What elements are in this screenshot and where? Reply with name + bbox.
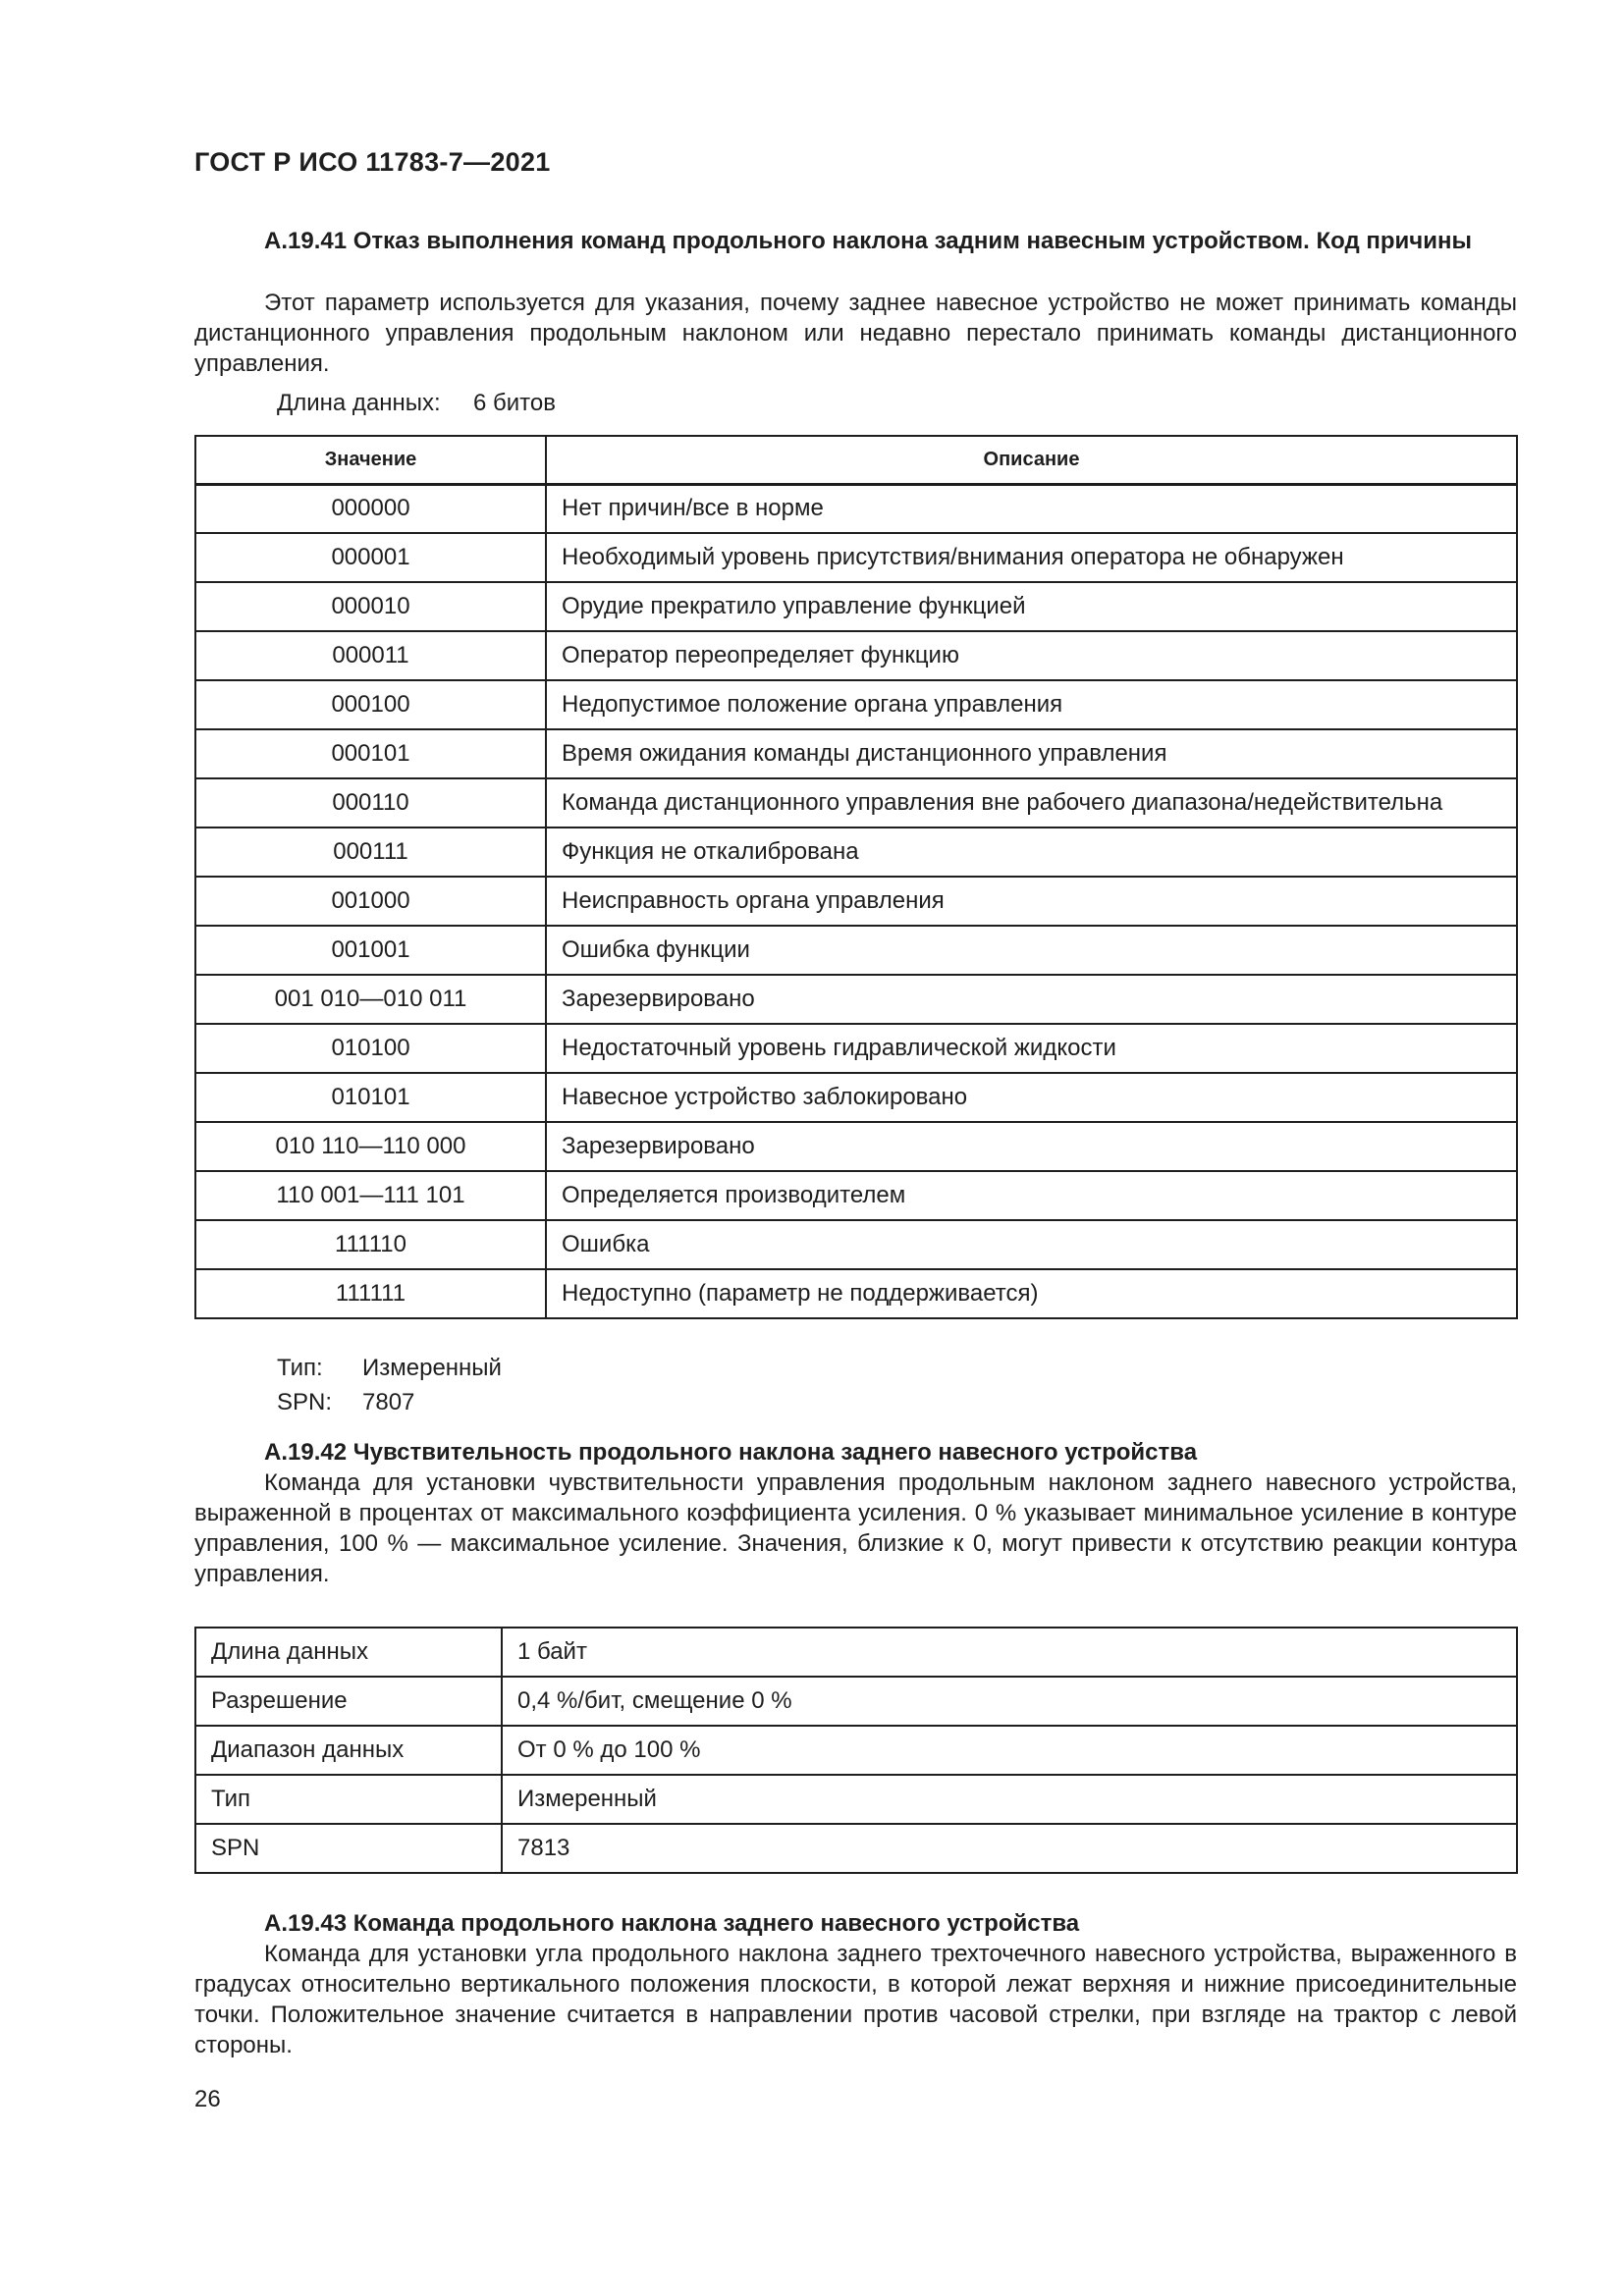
code-description-cell: Зарезервировано xyxy=(546,975,1517,1024)
code-description-cell: Определяется производителем xyxy=(546,1171,1517,1220)
code-value-cell: 111110 xyxy=(195,1220,546,1269)
section-42-title: А.19.42 Чувствительность продольного наклона заднего навесного устройства xyxy=(264,1439,1198,1466)
code-value-cell: 000000 xyxy=(195,484,546,533)
table-row xyxy=(195,1171,1517,1220)
code-description-cell: Команда дистанционного управления вне рабочего диапазона/недействительна xyxy=(546,778,1517,828)
code-value-cell: 000101 xyxy=(195,729,546,778)
code-description-cell: Функция не откалибрована xyxy=(546,828,1517,877)
param-value-cell: Измеренный xyxy=(502,1775,1517,1824)
param-name-cell: Тип xyxy=(195,1775,502,1824)
data-length-label: Длина данных: xyxy=(277,390,441,416)
table-row xyxy=(195,1824,1517,1873)
param-value-cell: 7813 xyxy=(502,1824,1517,1873)
table-row xyxy=(195,484,1517,533)
code-description-cell: Ошибка функции xyxy=(546,926,1517,975)
code-value-cell: 010100 xyxy=(195,1024,546,1073)
page-number: 26 xyxy=(194,2086,221,2112)
code-value-cell: 010101 xyxy=(195,1073,546,1122)
table-row xyxy=(195,1628,1517,1677)
code-description-cell: Зарезервировано xyxy=(546,1122,1517,1171)
table-row xyxy=(195,926,1517,975)
table-row xyxy=(195,582,1517,631)
table-row xyxy=(195,877,1517,926)
code-value-cell: 000011 xyxy=(195,631,546,680)
spn-label: SPN: xyxy=(277,1389,333,1415)
table-row xyxy=(195,1073,1517,1122)
code-description-cell: Навесное устройство заблокировано xyxy=(546,1073,1517,1122)
table-row xyxy=(195,1220,1517,1269)
code-value-cell: 001 010—010 011 xyxy=(195,975,546,1024)
column-header-description: Описание xyxy=(546,436,1517,484)
param-name-cell: Разрешение xyxy=(195,1677,502,1726)
table-row xyxy=(195,1269,1517,1318)
code-description-cell: Необходимый уровень присутствия/внимания оператора не обнаружен xyxy=(546,533,1517,582)
code-value-cell: 000010 xyxy=(195,582,546,631)
type-value: Измеренный xyxy=(362,1355,502,1381)
type-line xyxy=(277,1354,502,1383)
reason-code-table xyxy=(194,435,1518,1319)
code-description-cell: Оператор переопределяет функцию xyxy=(546,631,1517,680)
code-value-cell: 000100 xyxy=(195,680,546,729)
param-value-cell: От 0 % до 100 % xyxy=(502,1726,1517,1775)
table-row xyxy=(195,1122,1517,1171)
code-description-cell: Время ожидания команды дистанционного управления xyxy=(546,729,1517,778)
column-header-value: Значение xyxy=(195,436,546,484)
code-value-cell: 111111 xyxy=(195,1269,546,1318)
spn-line xyxy=(277,1388,414,1417)
param-value-cell: 1 байт xyxy=(502,1628,1517,1677)
table-row xyxy=(195,1677,1517,1726)
code-description-cell: Ошибка xyxy=(546,1220,1517,1269)
param-value-cell: 0,4 %/бит, смещение 0 % xyxy=(502,1677,1517,1726)
code-value-cell: 110 001—111 101 xyxy=(195,1171,546,1220)
table-row xyxy=(195,533,1517,582)
code-value-cell: 000001 xyxy=(195,533,546,582)
table-row xyxy=(195,828,1517,877)
table-row xyxy=(195,1775,1517,1824)
param-name-cell: SPN xyxy=(195,1824,502,1873)
sensitivity-params-table xyxy=(194,1627,1518,1874)
code-value-cell: 000110 xyxy=(195,778,546,828)
table-row xyxy=(195,778,1517,828)
document-code: ГОСТ Р ИСО 11783-7—2021 xyxy=(194,147,551,177)
code-description-cell: Нет причин/все в норме xyxy=(546,484,1517,533)
code-description-cell: Недостаточный уровень гидравлической жидкости xyxy=(546,1024,1517,1073)
section-41-body: Этот параметр используется для указания, почему заднее навесное устройство не может принимать команды дистанционного управления продольным наклоном или недавно перестало принимать команды дистанционного управления. xyxy=(194,290,1517,377)
table-row xyxy=(195,680,1517,729)
type-label: Тип: xyxy=(277,1355,323,1381)
code-value-cell: 001001 xyxy=(195,926,546,975)
table-row xyxy=(195,975,1517,1024)
param-name-cell: Длина данных xyxy=(195,1628,502,1677)
param-name-cell: Диапазон данных xyxy=(195,1726,502,1775)
section-43-title: А.19.43 Команда продольного наклона заднего навесного устройства xyxy=(264,1910,1080,1937)
data-length-value: 6 битов xyxy=(473,390,556,416)
code-description-cell: Недопустимое положение органа управления xyxy=(546,680,1517,729)
table-header-row xyxy=(195,436,1517,484)
table-row xyxy=(195,1024,1517,1073)
table-row xyxy=(195,1726,1517,1775)
code-value-cell: 010 110—110 000 xyxy=(195,1122,546,1171)
section-42-body: Команда для установки чувствительности управления продольным наклоном заднего навесного устройства, выраженной в процентах от максимального коэффициента усиления. 0 % указывает минимальное усиление в контуре управления, 100 % — максимальное усиление. Значения, близкие к 0, могут привести к отсутствию реакции контура управления. xyxy=(194,1469,1517,1587)
table-row xyxy=(195,631,1517,680)
section-41-title: А.19.41 Отказ выполнения команд продольного наклона задним навесным устройством. Код причины xyxy=(264,228,1472,254)
code-description-cell: Неисправность органа управления xyxy=(546,877,1517,926)
code-description-cell: Орудие прекратило управление функцией xyxy=(546,582,1517,631)
code-value-cell: 001000 xyxy=(195,877,546,926)
code-value-cell: 000111 xyxy=(195,828,546,877)
section-43-body: Команда для установки угла продольного наклона заднего трехточечного навесного устройства, выраженного в градусах относительно вертикального положения плоскости, в которой лежат верхняя и нижние присоединительные точки. Положительное значение считается в направлении против часовой стрелки, при взгляде на трактор с левой стороны. xyxy=(194,1941,1517,2058)
code-description-cell: Недоступно (параметр не поддерживается) xyxy=(546,1269,1517,1318)
spn-value: 7807 xyxy=(362,1389,415,1415)
data-length-line xyxy=(277,389,556,418)
table-row xyxy=(195,729,1517,778)
